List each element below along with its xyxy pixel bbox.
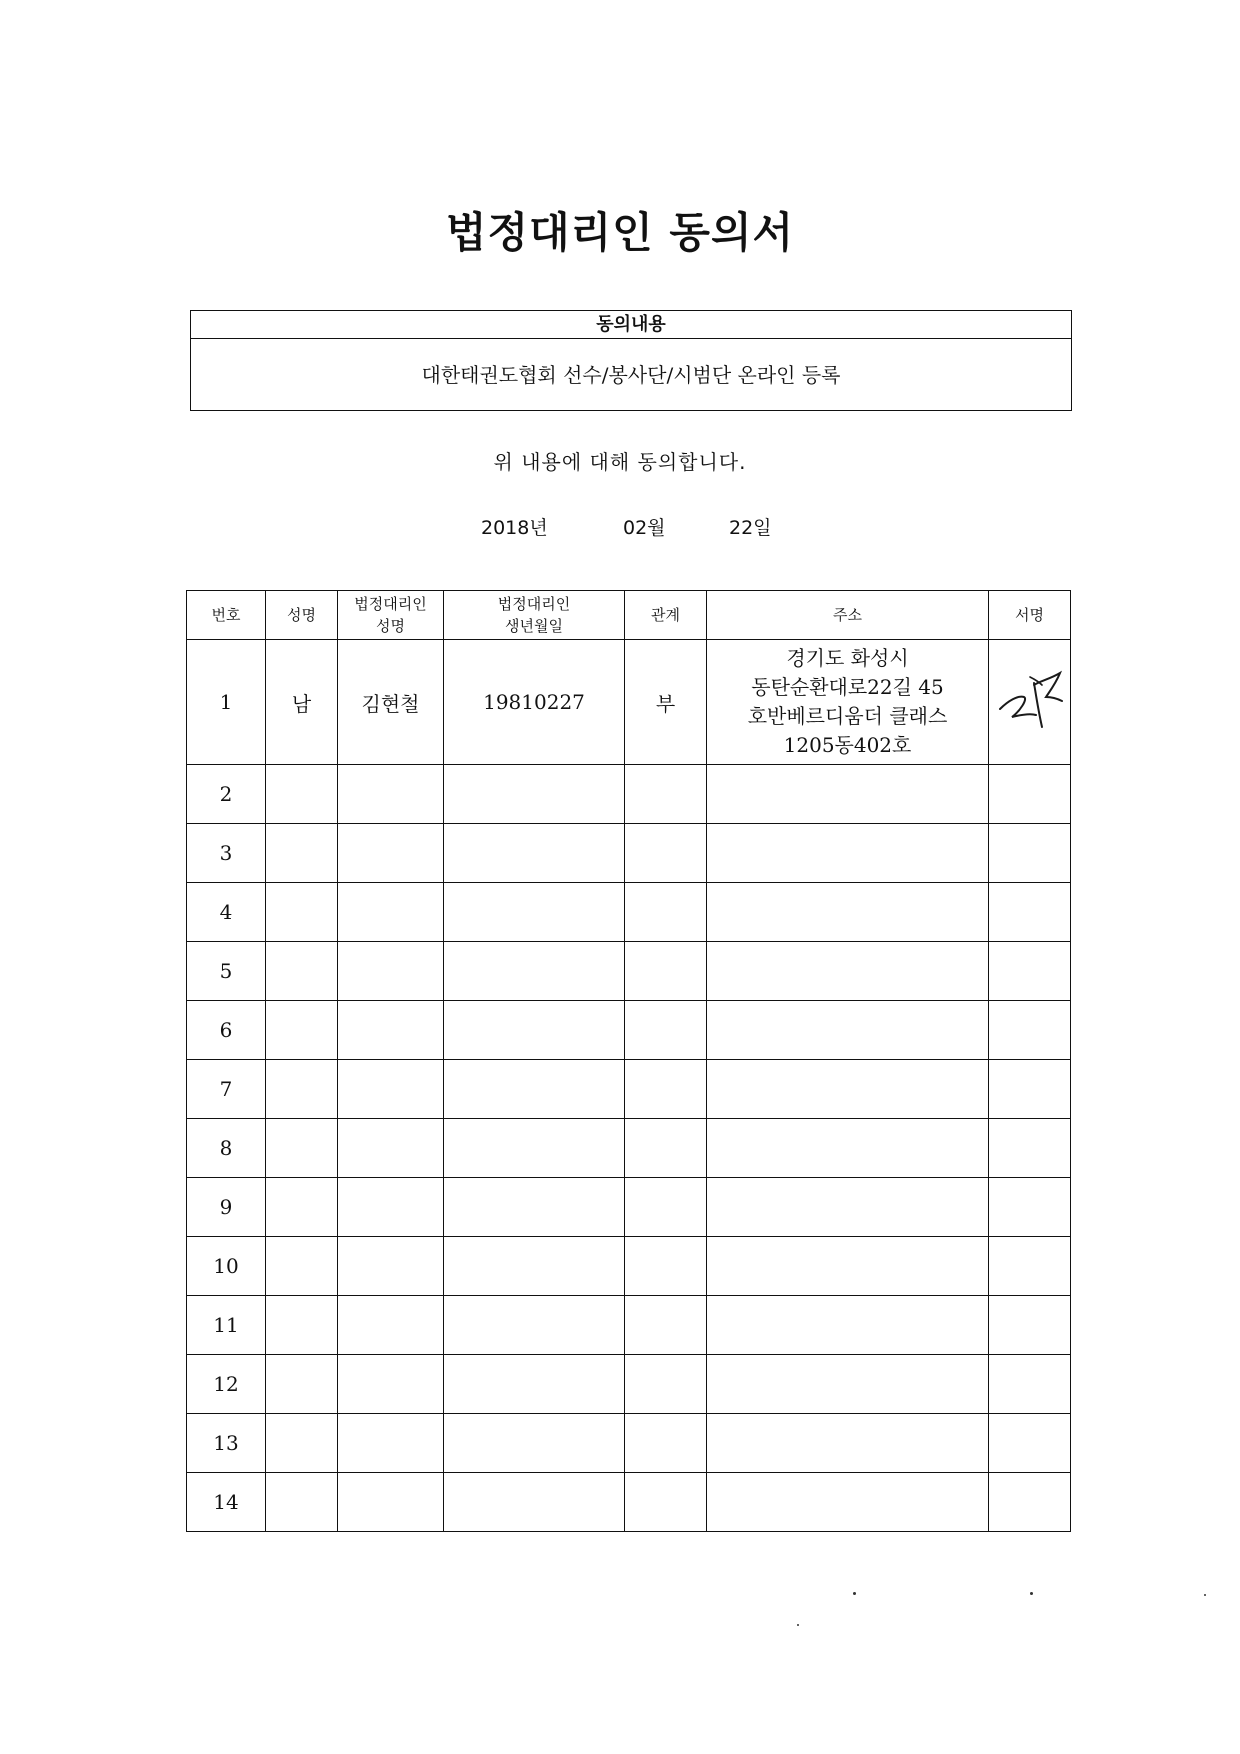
cell-guardian-birth: [444, 765, 625, 824]
cell-guardian-birth: [444, 1119, 625, 1178]
document-title: 법정대리인 동의서: [445, 208, 795, 257]
cell-name: [266, 1414, 338, 1473]
cell-signature: [989, 765, 1071, 824]
cell-relation: [625, 765, 707, 824]
handwritten-signature-icon: [990, 665, 1070, 739]
cell-relation: [625, 1473, 707, 1532]
table-row: [187, 824, 1071, 883]
cell-signature: [989, 1001, 1071, 1060]
cell-guardian-name: [338, 1060, 444, 1119]
cell-guardian-birth: [444, 883, 625, 942]
header-guardian-name: [338, 591, 444, 640]
cell-address: [707, 1060, 989, 1119]
guardian-table: [186, 590, 1071, 1532]
address-line: 경기도 화성시: [786, 646, 909, 670]
header-guardian-birth-line2: 생년월일: [505, 617, 563, 635]
cell-guardian-birth: [444, 1001, 625, 1060]
cell-guardian-birth: [444, 1237, 625, 1296]
cell-name: [266, 1296, 338, 1355]
date-month: 02월: [623, 517, 666, 539]
consent-box: [190, 310, 1072, 411]
cell-relation: [625, 1001, 707, 1060]
cell-guardian-name: [338, 942, 444, 1001]
cell-no: 2: [187, 765, 266, 824]
cell-no: 9: [187, 1178, 266, 1237]
cell-guardian-name: [338, 1296, 444, 1355]
cell-no: 5: [187, 942, 266, 1001]
header-guardian-name-line1: 법정대리인: [354, 595, 427, 613]
table-row: [187, 1296, 1071, 1355]
cell-signature: [989, 640, 1071, 765]
table-row: [187, 1178, 1071, 1237]
cell-address: [707, 1355, 989, 1414]
table-row: [187, 640, 1071, 765]
cell-guardian-name: [338, 1355, 444, 1414]
cell-address: [707, 824, 989, 883]
header-signature: 서명: [989, 591, 1071, 640]
cell-no: 8: [187, 1119, 266, 1178]
cell-no: 10: [187, 1237, 266, 1296]
cell-address: [707, 640, 989, 765]
cell-relation: [625, 1178, 707, 1237]
cell-no: 12: [187, 1355, 266, 1414]
cell-guardian-name: [338, 824, 444, 883]
consent-content: 대한태권도협회 선수/봉사단/시범단 온라인 등록: [421, 363, 841, 387]
cell-no: 4: [187, 883, 266, 942]
cell-signature: [989, 1237, 1071, 1296]
cell-signature: [989, 824, 1071, 883]
header-guardian-birth-line1: 법정대리인: [497, 595, 571, 613]
cell-guardian-name: [338, 1001, 444, 1060]
cell-address: [707, 1119, 989, 1178]
cell-signature: [989, 1060, 1071, 1119]
cell-guardian-birth: 19810227: [444, 640, 625, 765]
table-row: [187, 1473, 1071, 1532]
cell-relation: [625, 824, 707, 883]
cell-name: [266, 1119, 338, 1178]
cell-signature: [989, 1178, 1071, 1237]
cell-name: [266, 1060, 338, 1119]
header-guardian-birth: [444, 591, 625, 640]
cell-guardian-birth: [444, 1355, 625, 1414]
cell-name: 남: [266, 640, 338, 765]
cell-address: [707, 1296, 989, 1355]
cell-name: [266, 1001, 338, 1060]
address-line: 동탄순환대로22길 45: [751, 675, 944, 699]
agreement-statement: 위 내용에 대해 동의합니다.: [493, 450, 747, 474]
cell-signature: [989, 1473, 1071, 1532]
cell-no: 13: [187, 1414, 266, 1473]
cell-name: [266, 1178, 338, 1237]
cell-guardian-birth: [444, 1178, 625, 1237]
cell-guardian-name: [338, 1119, 444, 1178]
scan-speck: [1030, 1592, 1033, 1595]
cell-guardian-name: [338, 1178, 444, 1237]
cell-relation: [625, 1296, 707, 1355]
table-row: [187, 1237, 1071, 1296]
cell-signature: [989, 942, 1071, 1001]
address-line: 1205동402호: [783, 733, 912, 757]
cell-name: [266, 1355, 338, 1414]
cell-signature: [989, 1296, 1071, 1355]
date-year: 2018년: [481, 517, 548, 539]
header-guardian-name-line2: 성명: [376, 617, 405, 635]
scan-speck: [1204, 1594, 1206, 1596]
table-row: [187, 883, 1071, 942]
cell-relation: [625, 883, 707, 942]
consent-header: 동의내용: [191, 311, 1071, 339]
cell-guardian-birth: [444, 1060, 625, 1119]
header-name: 성명: [266, 591, 338, 640]
cell-signature: [989, 1119, 1071, 1178]
cell-guardian-birth: [444, 1473, 625, 1532]
cell-guardian-birth: [444, 1414, 625, 1473]
table-row: [187, 1119, 1071, 1178]
table-row: [187, 1060, 1071, 1119]
address-line: 호반베르디움더 클래스: [747, 704, 948, 728]
cell-name: [266, 1473, 338, 1532]
cell-guardian-birth: [444, 824, 625, 883]
cell-signature: [989, 1414, 1071, 1473]
table-row: [187, 1414, 1071, 1473]
cell-relation: [625, 1237, 707, 1296]
cell-relation: [625, 1414, 707, 1473]
table-row: [187, 1001, 1071, 1060]
cell-guardian-birth: [444, 1296, 625, 1355]
cell-relation: [625, 1355, 707, 1414]
header-address: 주소: [707, 591, 989, 640]
cell-guardian-name: [338, 883, 444, 942]
header-relation: 관계: [625, 591, 707, 640]
cell-guardian-name: [338, 1414, 444, 1473]
date-day: 22일: [729, 517, 772, 539]
cell-relation: [625, 1060, 707, 1119]
cell-address: [707, 883, 989, 942]
cell-address: [707, 1414, 989, 1473]
cell-relation: [625, 942, 707, 1001]
table-header-row: [187, 591, 1071, 640]
cell-address: [707, 765, 989, 824]
cell-address: [707, 1237, 989, 1296]
header-no: 번호: [187, 591, 266, 640]
cell-guardian-name: 김현철: [338, 640, 444, 765]
cell-signature: [989, 1355, 1071, 1414]
cell-no: 1: [187, 640, 266, 765]
cell-name: [266, 1237, 338, 1296]
table-row: [187, 1355, 1071, 1414]
cell-relation: 부: [625, 640, 707, 765]
cell-no: 6: [187, 1001, 266, 1060]
cell-relation: [625, 1119, 707, 1178]
cell-address: [707, 1178, 989, 1237]
cell-signature: [989, 883, 1071, 942]
cell-address: [707, 942, 989, 1001]
cell-name: [266, 765, 338, 824]
cell-no: 3: [187, 824, 266, 883]
scan-speck: [797, 1624, 799, 1626]
cell-address: [707, 1001, 989, 1060]
cell-guardian-birth: [444, 942, 625, 1001]
scan-speck: [853, 1592, 856, 1595]
table-row: [187, 942, 1071, 1001]
cell-no: 14: [187, 1473, 266, 1532]
cell-guardian-name: [338, 1473, 444, 1532]
cell-guardian-name: [338, 765, 444, 824]
cell-no: 11: [187, 1296, 266, 1355]
cell-name: [266, 942, 338, 1001]
cell-guardian-name: [338, 1237, 444, 1296]
cell-address: [707, 1473, 989, 1532]
cell-name: [266, 824, 338, 883]
cell-no: 7: [187, 1060, 266, 1119]
cell-name: [266, 883, 338, 942]
table-row: [187, 765, 1071, 824]
